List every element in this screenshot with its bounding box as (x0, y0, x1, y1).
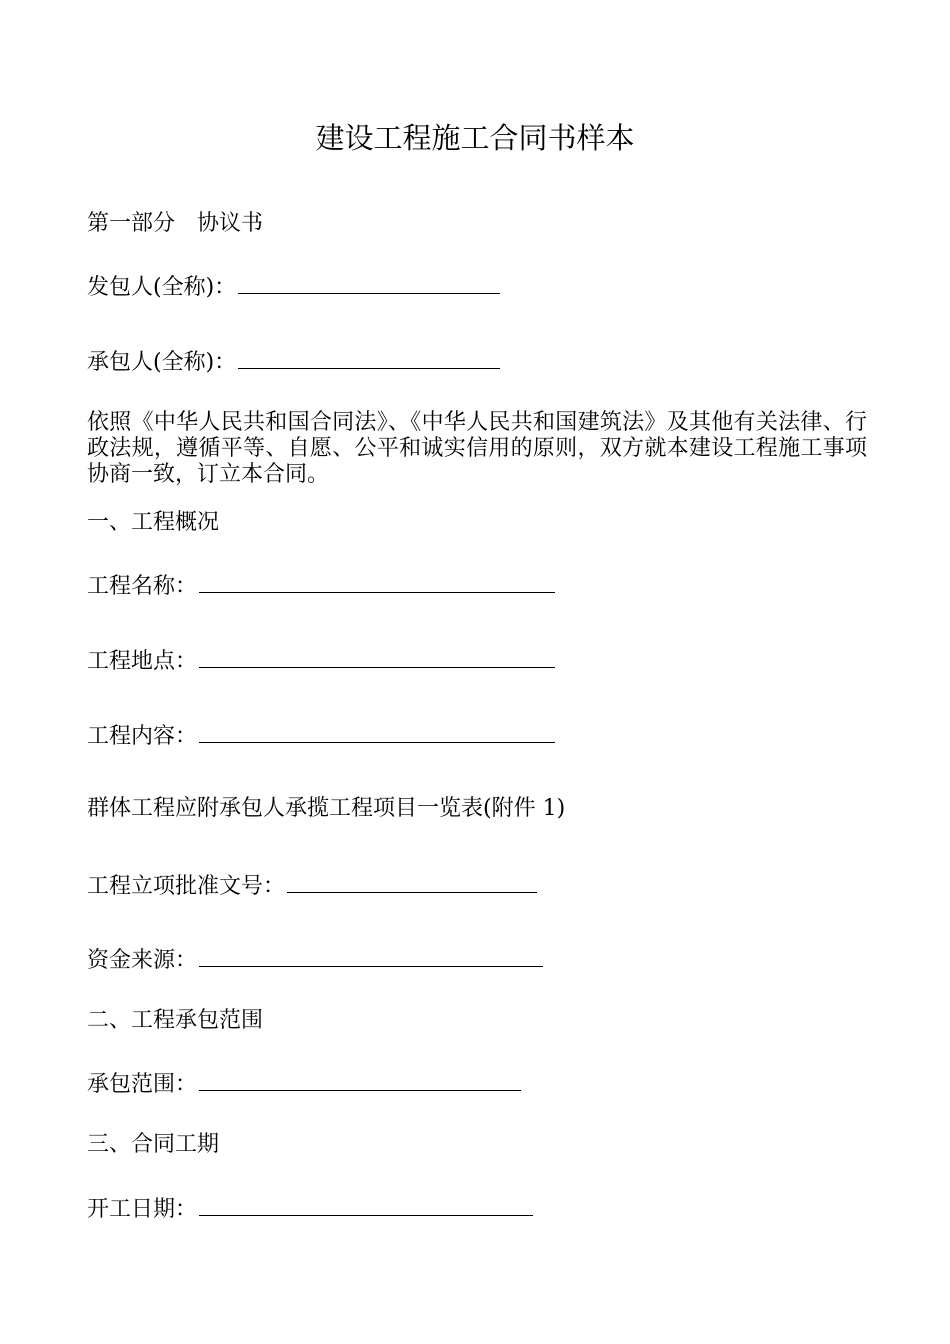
contractor-field (87, 346, 500, 377)
project-location-blank[interactable] (199, 645, 555, 668)
funding-source-label: 资金来源： (87, 948, 198, 973)
start-date-label: 开工日期： (87, 1197, 198, 1222)
employer-label: 发包人(全称)： (87, 275, 237, 300)
scope-label: 承包范围： (87, 1072, 198, 1097)
approval-no-blank[interactable] (287, 870, 537, 893)
project-name-label: 工程名称： (87, 574, 198, 599)
approval-no-field (87, 870, 537, 901)
funding-source-blank[interactable] (199, 944, 543, 967)
employer-blank[interactable] (238, 271, 500, 294)
employer-field (87, 271, 500, 302)
project-content-field (87, 720, 555, 751)
project-location-field (87, 645, 555, 676)
approval-no-label: 工程立项批准文号： (87, 874, 286, 899)
project-name-blank[interactable] (199, 570, 555, 593)
document-title: 建设工程施工合同书样本 (315, 121, 635, 155)
project-location-label: 工程地点： (87, 649, 198, 674)
project-content-label: 工程内容： (87, 724, 198, 749)
scope-blank[interactable] (199, 1068, 521, 1091)
part-heading: 第一部分 协议书 (87, 211, 264, 236)
contractor-blank[interactable] (238, 346, 500, 369)
scope-field (87, 1068, 521, 1099)
start-date-field (87, 1193, 533, 1224)
preamble-paragraph: 依照《中华人民共和国合同法》、《中华人民共和国建筑法》及其他有关法律、行政法规，遵循平等、自愿、公平和诚实信用的原则，双方就本建设工程施工事项协商一致，订立本合同。 (87, 410, 867, 487)
group-project-note: 群体工程应附承包人承揽工程项目一览表(附件 1) (87, 796, 566, 821)
start-date-blank[interactable] (199, 1193, 533, 1216)
project-content-blank[interactable] (199, 720, 555, 743)
section1-heading: 一、工程概况 (87, 510, 220, 535)
contractor-label: 承包人(全称)： (87, 350, 237, 375)
funding-source-field (87, 944, 543, 975)
section2-heading: 二、工程承包范围 (87, 1008, 264, 1033)
project-name-field (87, 570, 555, 601)
section3-heading: 三、合同工期 (87, 1132, 220, 1157)
